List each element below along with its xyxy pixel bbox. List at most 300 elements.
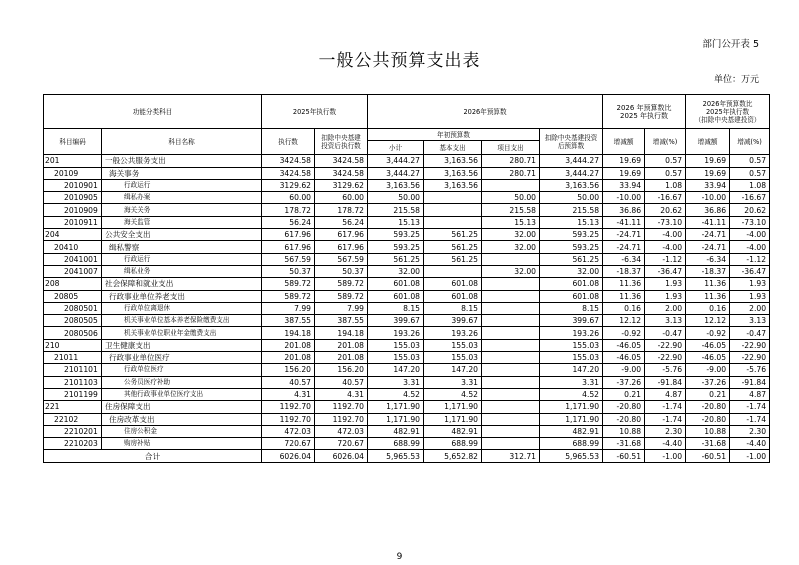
cell-inc-amt-2: -24.71 (686, 241, 730, 253)
cell-excl: 589.72 (315, 278, 368, 290)
cell-inc-amt-2: -31.68 (686, 438, 730, 450)
cell-inc-pct: -1.00 (645, 450, 686, 462)
cell-project (482, 290, 540, 302)
cell-project (482, 315, 540, 327)
cell-project: 50.00 (482, 192, 540, 204)
cell-exec: 589.72 (262, 278, 315, 290)
cell-inc-amt-2: 19.69 (686, 155, 730, 167)
cell-name: 海关关务 (102, 204, 262, 216)
cell-inc-amt-2: -46.05 (686, 352, 730, 364)
cell-budget-excl: 3,444.27 (540, 155, 603, 167)
cell-exec: 3129.62 (262, 179, 315, 191)
cell-inc-pct: 1.93 (645, 278, 686, 290)
cell-budget-excl: 399.67 (540, 315, 603, 327)
cell-excl: 472.03 (315, 425, 368, 437)
cell-name: 缉私警察 (102, 241, 262, 253)
cell-code: 2010911 (44, 216, 102, 228)
cell-subtotal: 155.03 (368, 339, 424, 351)
cell-code: 210 (44, 339, 102, 351)
cell-project (482, 352, 540, 364)
cell-excl: 156.20 (315, 364, 368, 376)
cell-name: 其他行政事业单位医疗支出 (102, 388, 262, 400)
cell-budget-excl: 193.26 (540, 327, 603, 339)
cell-budget-excl: 50.00 (540, 192, 603, 204)
cell-name: 公务员医疗补助 (102, 376, 262, 388)
cell-code: 204 (44, 229, 102, 241)
header-subtotal: 小计 (368, 141, 424, 155)
cell-exec: 4.31 (262, 388, 315, 400)
header-compare-excl (686, 95, 770, 129)
cell-budget-excl: 155.03 (540, 339, 603, 351)
cell-inc-pct-2: -91.84 (730, 376, 770, 388)
cell-excl: 1192.70 (315, 413, 368, 425)
cell-name: 卫生健康支出 (102, 339, 262, 351)
cell-inc-amt: -6.34 (603, 253, 645, 265)
cell-inc-pct: 1.08 (645, 179, 686, 191)
cell-inc-pct-2: -4.00 (730, 241, 770, 253)
header-func-class: 功能分类科目 (44, 95, 262, 129)
cell-inc-pct: -22.90 (645, 352, 686, 364)
table-row (44, 265, 770, 277)
table-row (44, 167, 770, 179)
cell-code: 20410 (44, 241, 102, 253)
cell-inc-pct: -0.47 (645, 327, 686, 339)
header-compare-exec (603, 95, 686, 129)
cell-excl: 6026.04 (315, 450, 368, 462)
cell-name: 公共安全支出 (102, 229, 262, 241)
cell-project: 312.71 (482, 450, 540, 462)
cell-code: 2041001 (44, 253, 102, 265)
cell-excl: 40.57 (315, 376, 368, 388)
cell-exec: 60.00 (262, 192, 315, 204)
cell-project: 32.00 (482, 265, 540, 277)
cell-inc-pct-2: -4.00 (730, 229, 770, 241)
cell-inc-amt-2: -9.00 (686, 364, 730, 376)
cell-exec: 201.08 (262, 339, 315, 351)
cell-subtotal: 8.15 (368, 302, 424, 314)
cell-inc-pct: 2.30 (645, 425, 686, 437)
cell-basic (424, 216, 482, 228)
cell-inc-pct: -1.12 (645, 253, 686, 265)
cell-code: 221 (44, 401, 102, 413)
cell-inc-pct-2: 20.62 (730, 204, 770, 216)
cell-budget-excl: 215.58 (540, 204, 603, 216)
cell-exec: 617.96 (262, 229, 315, 241)
cell-project (482, 376, 540, 388)
table-number-label: 部门公开表 5 (702, 39, 759, 50)
cell-subtotal: 399.67 (368, 315, 424, 327)
table-row (44, 438, 770, 450)
cell-inc-amt-2: -20.80 (686, 401, 730, 413)
cell-basic: 155.03 (424, 352, 482, 364)
cell-name: 行政事业单位养老支出 (102, 290, 262, 302)
cell-project (482, 179, 540, 191)
cell-budget-excl: 155.03 (540, 352, 603, 364)
cell-inc-amt: -10.00 (603, 192, 645, 204)
cell-code: 2080506 (44, 327, 102, 339)
table-row (44, 278, 770, 290)
cell-inc-pct-2: -16.67 (730, 192, 770, 204)
cell-project: 280.71 (482, 155, 540, 167)
cell-subtotal: 688.99 (368, 438, 424, 450)
cell-exec: 1192.70 (262, 401, 315, 413)
cell-budget-excl: 3,163.56 (540, 179, 603, 191)
cell-basic: 1,171.90 (424, 413, 482, 425)
cell-inc-amt: -18.37 (603, 265, 645, 277)
cell-basic: 193.26 (424, 327, 482, 339)
cell-subtotal: 3,444.27 (368, 155, 424, 167)
cell-basic: 5,652.82 (424, 450, 482, 462)
cell-inc-pct: -91.84 (645, 376, 686, 388)
cell-inc-pct: -1.74 (645, 413, 686, 425)
cell-project (482, 364, 540, 376)
cell-inc-amt: -24.71 (603, 229, 645, 241)
cell-inc-pct: -4.00 (645, 229, 686, 241)
table-row (44, 364, 770, 376)
cell-excl: 720.67 (315, 438, 368, 450)
header-excl-central: 扣除中央基建投资后执行数 (315, 129, 368, 155)
cell-excl: 201.08 (315, 339, 368, 351)
cell-excl: 567.59 (315, 253, 368, 265)
cell-inc-pct: 2.00 (645, 302, 686, 314)
table-body (44, 155, 770, 450)
cell-basic: 601.08 (424, 290, 482, 302)
cell-inc-amt: 36.86 (603, 204, 645, 216)
cell-project (482, 413, 540, 425)
cell-budget-excl: 688.99 (540, 438, 603, 450)
cell-exec: 720.67 (262, 438, 315, 450)
cell-subtotal: 155.03 (368, 352, 424, 364)
cell-code: 21011 (44, 352, 102, 364)
cell-exec: 589.72 (262, 290, 315, 302)
cell-exec: 156.20 (262, 364, 315, 376)
cell-inc-amt: -46.05 (603, 352, 645, 364)
cell-inc-amt-2: -24.71 (686, 229, 730, 241)
cell-excl: 617.96 (315, 241, 368, 253)
cell-name: 行政单位离退休 (102, 302, 262, 314)
table-row (44, 253, 770, 265)
cell-name: 住房改革支出 (102, 413, 262, 425)
cell-inc-pct-2: -22.90 (730, 352, 770, 364)
cell-code: 2010909 (44, 204, 102, 216)
cell-budget-excl: 32.00 (540, 265, 603, 277)
cell-inc-amt-2: 11.36 (686, 278, 730, 290)
cell-name: 购房补贴 (102, 438, 262, 450)
cell-exec: 178.72 (262, 204, 315, 216)
cell-inc-pct-2: 3.13 (730, 315, 770, 327)
cell-inc-amt-2: -41.11 (686, 216, 730, 228)
cell-project (482, 327, 540, 339)
cell-subtotal: 1,171.90 (368, 401, 424, 413)
cell-budget-excl: 601.08 (540, 278, 603, 290)
cell-excl: 1192.70 (315, 401, 368, 413)
cell-inc-pct-2: -5.76 (730, 364, 770, 376)
cell-basic: 147.20 (424, 364, 482, 376)
cell-inc-amt-2: 33.94 (686, 179, 730, 191)
table-row (44, 401, 770, 413)
cell-basic: 8.15 (424, 302, 482, 314)
cell-inc-pct-2: -1.74 (730, 413, 770, 425)
cell-inc-pct: 3.13 (645, 315, 686, 327)
cell-inc-amt-2: 19.69 (686, 167, 730, 179)
cell-inc-amt: -46.05 (603, 339, 645, 351)
cell-inc-amt-2: 0.21 (686, 388, 730, 400)
cell-code: 2210201 (44, 425, 102, 437)
cell-inc-amt: 11.36 (603, 290, 645, 302)
table-row (44, 413, 770, 425)
cell-inc-pct-2: -1.74 (730, 401, 770, 413)
cell-excl: 50.37 (315, 265, 368, 277)
cell-excl: 178.72 (315, 204, 368, 216)
cell-basic (424, 192, 482, 204)
cell-project (482, 438, 540, 450)
cell-budget-excl: 593.25 (540, 241, 603, 253)
cell-project (482, 401, 540, 413)
header-inc-pct-2: 增减(%) (730, 129, 770, 155)
cell-code: 2101103 (44, 376, 102, 388)
page-title: 一般公共预算支出表 (318, 51, 481, 71)
cell-inc-amt: -60.51 (603, 450, 645, 462)
cell-inc-amt: 10.88 (603, 425, 645, 437)
cell-excl: 3424.58 (315, 167, 368, 179)
table-row (44, 216, 770, 228)
cell-code: 2080501 (44, 302, 102, 314)
cell-subtotal: 215.58 (368, 204, 424, 216)
cell-exec: 56.24 (262, 216, 315, 228)
cell-inc-pct-2: -73.10 (730, 216, 770, 228)
cell-inc-amt: 0.21 (603, 388, 645, 400)
cell-inc-pct: -22.90 (645, 339, 686, 351)
table-row (44, 192, 770, 204)
cell-project (482, 388, 540, 400)
cell-basic: 399.67 (424, 315, 482, 327)
cell-name: 行政事业单位医疗 (102, 352, 262, 364)
cell-inc-pct: -4.40 (645, 438, 686, 450)
cell-name: 住房保障支出 (102, 401, 262, 413)
cell-exec: 6026.04 (262, 450, 315, 462)
table-row (44, 327, 770, 339)
cell-inc-amt-2: 11.36 (686, 290, 730, 302)
cell-excl: 60.00 (315, 192, 368, 204)
cell-code: 2101199 (44, 388, 102, 400)
header-excl-central-budget: 扣除中央基建投资后预算数 (540, 129, 603, 155)
cell-inc-pct-2: -22.90 (730, 339, 770, 351)
cell-inc-amt: -31.68 (603, 438, 645, 450)
cell-inc-pct: 1.93 (645, 290, 686, 302)
cell-inc-amt: -20.80 (603, 401, 645, 413)
cell-inc-pct-2: -4.40 (730, 438, 770, 450)
header-annual-budget: 年初预算数 (368, 129, 540, 141)
cell-code: 22102 (44, 413, 102, 425)
cell-basic: 561.25 (424, 253, 482, 265)
cell-subtotal: 15.13 (368, 216, 424, 228)
cell-subtotal: 4.52 (368, 388, 424, 400)
cell-budget-excl: 3.31 (540, 376, 603, 388)
cell-inc-amt-2: 12.12 (686, 315, 730, 327)
cell-code: 2080505 (44, 315, 102, 327)
table-row (44, 352, 770, 364)
cell-exec: 567.59 (262, 253, 315, 265)
cell-excl: 7.99 (315, 302, 368, 314)
cell-inc-amt-2: -0.92 (686, 327, 730, 339)
table-row (44, 376, 770, 388)
cell-code: 208 (44, 278, 102, 290)
cell-inc-amt: 19.69 (603, 155, 645, 167)
unit-label: 单位：万元 (713, 75, 759, 85)
cell-subtotal: 193.26 (368, 327, 424, 339)
cell-inc-amt: 12.12 (603, 315, 645, 327)
cell-excl: 194.18 (315, 327, 368, 339)
cell-project: 32.00 (482, 229, 540, 241)
total-row (44, 450, 770, 462)
cell-basic: 3.31 (424, 376, 482, 388)
cell-inc-pct: -4.00 (645, 241, 686, 253)
cell-inc-amt-2: 10.88 (686, 425, 730, 437)
cell-budget-excl: 1,171.90 (540, 401, 603, 413)
cell-inc-pct-2: 1.93 (730, 278, 770, 290)
cell-budget-excl: 3,444.27 (540, 167, 603, 179)
cell-basic: 3,163.56 (424, 155, 482, 167)
cell-budget-excl: 601.08 (540, 290, 603, 302)
cell-exec: 40.57 (262, 376, 315, 388)
cell-budget-excl: 561.25 (540, 253, 603, 265)
table-row (44, 302, 770, 314)
cell-inc-amt-2: -18.37 (686, 265, 730, 277)
cell-basic: 482.91 (424, 425, 482, 437)
cell-excl: 56.24 (315, 216, 368, 228)
cell-budget-excl: 147.20 (540, 364, 603, 376)
table-row (44, 315, 770, 327)
cell-subtotal: 3,163.56 (368, 179, 424, 191)
cell-exec: 472.03 (262, 425, 315, 437)
cell-inc-amt-2: -6.34 (686, 253, 730, 265)
cell-excl: 201.08 (315, 352, 368, 364)
cell-basic: 601.08 (424, 278, 482, 290)
cell-budget-excl: 593.25 (540, 229, 603, 241)
cell-project: 32.00 (482, 241, 540, 253)
cell-inc-amt: -37.26 (603, 376, 645, 388)
table-row (44, 204, 770, 216)
cell-inc-amt: 0.16 (603, 302, 645, 314)
cell-subtotal: 32.00 (368, 265, 424, 277)
cell-inc-amt: 19.69 (603, 167, 645, 179)
cell-name: 机关事业单位基本养老保险缴费支出 (102, 315, 262, 327)
cell-project: 15.13 (482, 216, 540, 228)
table-row (44, 241, 770, 253)
cell-inc-pct: -73.10 (645, 216, 686, 228)
cell-subtotal: 482.91 (368, 425, 424, 437)
cell-subtotal: 3,444.27 (368, 167, 424, 179)
cell-project (482, 302, 540, 314)
cell-excl: 3129.62 (315, 179, 368, 191)
cell-project: 215.58 (482, 204, 540, 216)
cell-basic: 561.25 (424, 229, 482, 241)
cell-inc-pct-2: -0.47 (730, 327, 770, 339)
table-row (44, 425, 770, 437)
cell-name: 海关监管 (102, 216, 262, 228)
cell-excl: 589.72 (315, 290, 368, 302)
cell-inc-pct-2: 2.30 (730, 425, 770, 437)
total-label: 合计 (44, 450, 262, 462)
cell-inc-pct-2: -1.00 (730, 450, 770, 462)
cell-inc-pct: 0.57 (645, 167, 686, 179)
cell-inc-amt: -9.00 (603, 364, 645, 376)
cell-code: 20109 (44, 167, 102, 179)
cell-inc-pct: 20.62 (645, 204, 686, 216)
cell-subtotal: 601.08 (368, 290, 424, 302)
cell-exec: 1192.70 (262, 413, 315, 425)
cell-code: 2210203 (44, 438, 102, 450)
cell-inc-pct-2: 2.00 (730, 302, 770, 314)
cell-inc-pct-2: 0.57 (730, 167, 770, 179)
cell-exec: 50.37 (262, 265, 315, 277)
cell-inc-pct-2: -36.47 (730, 265, 770, 277)
cell-budget-excl: 482.91 (540, 425, 603, 437)
cell-inc-amt-2: -10.00 (686, 192, 730, 204)
cell-subtotal: 593.25 (368, 241, 424, 253)
cell-basic (424, 265, 482, 277)
cell-inc-amt: -0.92 (603, 327, 645, 339)
cell-name: 机关事业单位职业年金缴费支出 (102, 327, 262, 339)
cell-exec: 3424.58 (262, 167, 315, 179)
cell-excl: 4.31 (315, 388, 368, 400)
header-inc-pct: 增减(%) (645, 129, 686, 155)
cell-inc-pct-2: 0.57 (730, 155, 770, 167)
cell-budget-excl: 8.15 (540, 302, 603, 314)
cell-budget-excl: 5,965.53 (540, 450, 603, 462)
cell-name: 住房公积金 (102, 425, 262, 437)
cell-subtotal: 5,965.53 (368, 450, 424, 462)
cell-exec: 387.55 (262, 315, 315, 327)
cell-subtotal: 147.20 (368, 364, 424, 376)
page-number: 9 (396, 552, 403, 562)
cell-budget-excl: 15.13 (540, 216, 603, 228)
cell-basic (424, 204, 482, 216)
table-row (44, 339, 770, 351)
cell-inc-pct-2: 4.87 (730, 388, 770, 400)
cell-inc-pct: -16.67 (645, 192, 686, 204)
cell-inc-amt-2: -60.51 (686, 450, 730, 462)
cell-budget-excl: 1,171.90 (540, 413, 603, 425)
cell-basic: 3,163.56 (424, 167, 482, 179)
cell-basic: 4.52 (424, 388, 482, 400)
header-inc-amt: 增减额 (603, 129, 645, 155)
cell-project (482, 425, 540, 437)
cell-name: 社会保障和就业支出 (102, 278, 262, 290)
cell-inc-amt: -24.71 (603, 241, 645, 253)
table-row (44, 229, 770, 241)
cell-code: 2101101 (44, 364, 102, 376)
header-basic: 基本支出 (424, 141, 482, 155)
cell-exec: 201.08 (262, 352, 315, 364)
table-row (44, 388, 770, 400)
cell-code: 201 (44, 155, 102, 167)
cell-subtotal: 3.31 (368, 376, 424, 388)
cell-excl: 3424.58 (315, 155, 368, 167)
header-compare-exec-text: 2026 年预算数比 2025 年执行数 (616, 103, 672, 120)
cell-project: 280.71 (482, 167, 540, 179)
cell-code: 2010901 (44, 179, 102, 191)
cell-project (482, 339, 540, 351)
cell-excl: 617.96 (315, 229, 368, 241)
table-row (44, 155, 770, 167)
header-project: 项目支出 (482, 141, 540, 155)
cell-inc-amt: -20.80 (603, 413, 645, 425)
cell-excl: 387.55 (315, 315, 368, 327)
cell-inc-pct-2: -1.12 (730, 253, 770, 265)
cell-inc-pct: -1.74 (645, 401, 686, 413)
cell-name: 行政单位医疗 (102, 364, 262, 376)
